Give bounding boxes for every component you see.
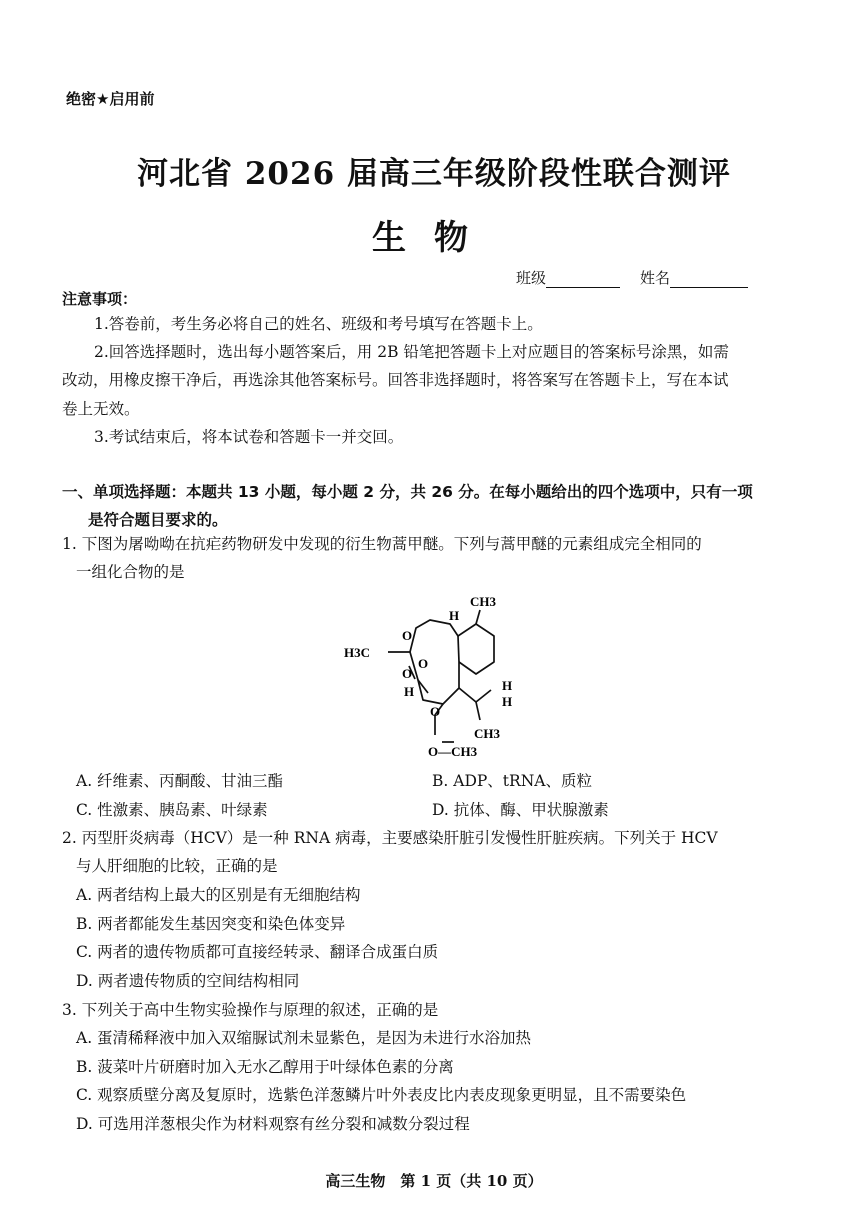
q3-option-c: C. 观察质壁分离及复原时，选紫色洋葱鳞片叶外表皮比内表皮现象更明显，且不需要染色 bbox=[76, 1086, 687, 1104]
q1-option-a: A. 纤维素、丙酮酸、甘油三酯 bbox=[76, 772, 284, 790]
label-h-left: H bbox=[404, 684, 415, 699]
label-h-top: H bbox=[449, 608, 460, 623]
q3-stem: 3. 下列关于高中生物实验操作与原理的叙述，正确的是 bbox=[62, 1001, 439, 1019]
section-heading-cont: 是符合题目要求的。 bbox=[88, 511, 228, 529]
name-blank bbox=[670, 271, 748, 288]
confidential-label: 绝密★启用前 bbox=[66, 90, 155, 108]
q2-option-c: C. 两者的遗传物质都可直接经转录、翻译合成蛋白质 bbox=[76, 943, 439, 961]
section-heading: 一、单项选择题：本题共 13 小题，每小题 2 分，共 26 分。在每小题给出的四个选项中，只有一项 bbox=[62, 483, 753, 501]
name-label: 姓名 bbox=[640, 269, 671, 287]
class-blank bbox=[546, 271, 620, 288]
q2-stem-cont: 与人肝细胞的比较，正确的是 bbox=[76, 857, 278, 875]
q1-stem: 1. 下图为屠呦呦在抗疟药物研发中发现的衍生物蒿甲醚。下列与蒿甲醚的元素组成完全相同的 bbox=[62, 535, 702, 553]
label-o3: O bbox=[402, 666, 413, 681]
label-h-right2: H bbox=[502, 694, 513, 709]
q1-option-b: B. ADP、tRNA、质粒 bbox=[432, 772, 592, 790]
q3-option-d: D. 可选用洋葱根尖作为材料观察有丝分裂和减数分裂过程 bbox=[76, 1115, 470, 1133]
q1-option-c: C. 性激素、胰岛素、叶绿素 bbox=[76, 801, 268, 819]
q3-option-a: A. 蛋清稀释液中加入双缩脲试剂未显紫色，是因为未进行水浴加热 bbox=[76, 1029, 532, 1047]
label-o1: O bbox=[402, 628, 413, 643]
note-item-2: 2.回答选择题时，选出每小题答案后，用 2B 铅笔把答题卡上对应题目的答案标号涂黑，如需 bbox=[94, 343, 729, 361]
q2-stem: 2. 丙型肝炎病毒（HCV）是一种 RNA 病毒，主要感染肝脏引发慢性肝脏疾病。下列关于 HCV bbox=[62, 829, 718, 847]
q2-option-b: B. 两者都能发生基因突变和染色体变异 bbox=[76, 915, 346, 933]
note-item-3: 3.考试结束后，将本试卷和答题卡一并交回。 bbox=[94, 428, 404, 446]
q1-option-d: D. 抗体、酶、甲状腺激素 bbox=[432, 801, 609, 819]
q1-stem-cont: 一组化合物的是 bbox=[76, 563, 185, 581]
label-ch3-bottom: CH3 bbox=[474, 726, 500, 741]
class-field bbox=[516, 267, 620, 288]
exam-title: 河北省 2026 届高三年级阶段性联合测评 bbox=[137, 156, 731, 192]
subject-title: 生物 bbox=[372, 218, 496, 258]
label-och3: O—CH3 bbox=[428, 744, 478, 759]
artemether-structure bbox=[330, 590, 540, 762]
label-ch3-top: CH3 bbox=[470, 594, 496, 609]
name-field bbox=[640, 267, 748, 288]
q2-option-d: D. 两者遗传物质的空间结构相同 bbox=[76, 972, 300, 990]
q2-option-a: A. 两者结构上最大的区别是有无细胞结构 bbox=[76, 886, 361, 904]
class-label: 班级 bbox=[516, 269, 547, 287]
notes-title: 注意事项： bbox=[62, 290, 138, 308]
bridge-ring bbox=[410, 620, 458, 652]
label-o2: O bbox=[418, 656, 429, 671]
label-o4: O bbox=[430, 704, 441, 719]
note-item-2-cont: 改动，用橡皮擦干净后，再选涂其他答案标号。回答非选择题时，将答案写在答题卡上，写在本试 bbox=[62, 371, 729, 389]
q3-option-b: B. 菠菜叶片研磨时加入无水乙醇用于叶绿体色素的分离 bbox=[76, 1058, 454, 1076]
label-h3c-left: H3C bbox=[344, 645, 370, 660]
page-footer: 高三生物 第 1 页（共 10 页） bbox=[325, 1172, 543, 1190]
note-item-2-end: 卷上无效。 bbox=[62, 400, 140, 418]
note-item-1: 1.答卷前，考生务必将自己的姓名、班级和考号填写在答题卡上。 bbox=[94, 315, 543, 333]
label-h-right1: H bbox=[502, 678, 513, 693]
